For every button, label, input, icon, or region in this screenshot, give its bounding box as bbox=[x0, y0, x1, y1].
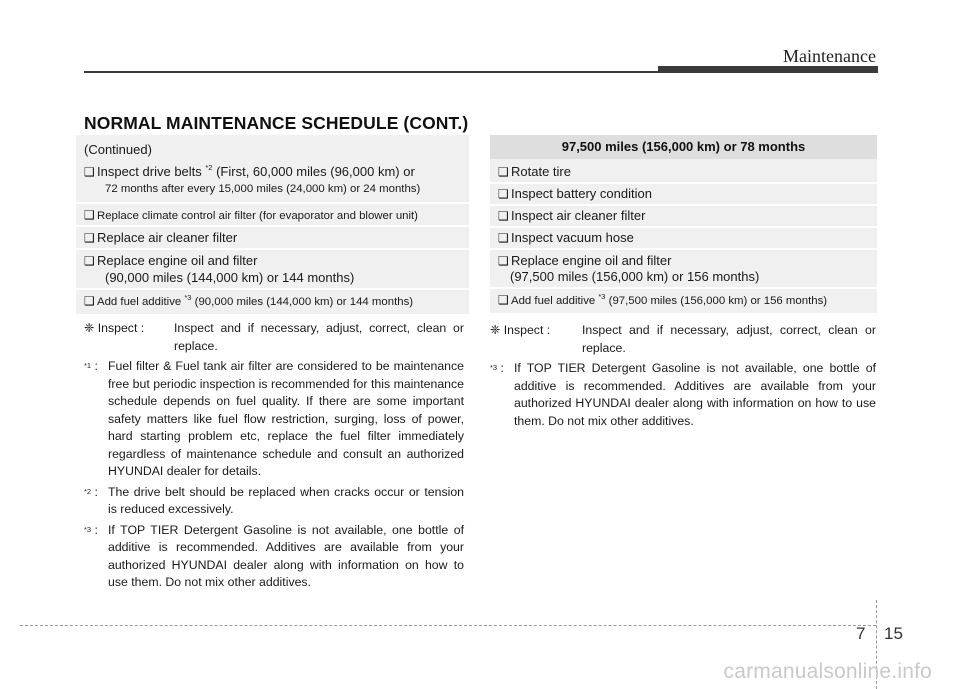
checkbox-icon: ❑ bbox=[498, 187, 509, 201]
footnote-3: $^{*3}$ : If TOP TIER Detergent Gasoline is not available, one bottle of additive is recommended. Additives are available from your authorized HYUNDAI dealer along with information on how to use them. Do not mix other additives. bbox=[490, 361, 876, 428]
checkbox-icon: ❑ bbox=[498, 254, 509, 268]
list-item: ❑ Replace engine oil and filter bbox=[84, 253, 258, 268]
checkbox-icon: ❑ bbox=[84, 231, 95, 245]
left-schedule-box bbox=[76, 135, 469, 314]
header-rule-thin bbox=[84, 71, 660, 73]
interval-heading: 97,500 miles (156,000 km) or 78 months bbox=[490, 135, 877, 159]
page-number: 15 bbox=[884, 624, 903, 643]
chapter-header-title: Maintenance bbox=[783, 46, 876, 66]
right-schedule-box bbox=[490, 135, 877, 313]
checkbox-icon: ❑ bbox=[498, 165, 509, 179]
right-footnotes bbox=[490, 322, 876, 430]
list-item-continuation: 72 months after every 15,000 miles (24,000 km) or 24 months) bbox=[105, 183, 421, 195]
chapter-number: 7 bbox=[856, 624, 866, 643]
inspect-note: ❈ Inspect : Inspect and if necessary, adjust, correct, clean or replace. bbox=[84, 321, 464, 353]
list-item: ❑ Rotate tire bbox=[498, 164, 571, 179]
checkbox-icon: ❑ bbox=[498, 209, 509, 223]
footnote-1: $^{*1}$ : Fuel filter & Fuel tank air filter are considered to be maintenance free but periodic inspection is recommended for this maintenance schedule depends on fuel quality. If there are some important safety matters like fuel flow restriction, surging, loss of power, hard starting problem etc, replace the fuel filter immediately regardless of maintenance schedule and consult an authorized HYUNDAI dealer for details. bbox=[84, 359, 464, 478]
left-footnotes bbox=[84, 320, 464, 592]
checkbox-icon: ❑ bbox=[84, 165, 95, 179]
list-item: ❑ Inspect battery condition bbox=[498, 186, 652, 201]
list-item: ❑ Replace climate control air filter (for evaporator and blower unit) bbox=[84, 208, 418, 222]
list-item: ❑ Replace engine oil and filter bbox=[498, 253, 672, 268]
section-title: NORMAL MAINTENANCE SCHEDULE (CONT.) bbox=[84, 113, 469, 133]
list-item-continuation: (90,000 miles (144,000 km) or 144 months) bbox=[105, 270, 355, 285]
checkbox-icon: ❑ bbox=[84, 208, 95, 222]
footnote-3: $^{*3}$ : If TOP TIER Detergent Gasoline is not available, one bottle of additive is recommended. Additives are available from your authorized HYUNDAI dealer along with information on how to use them. Do not mix other additives. bbox=[84, 522, 464, 589]
continued-label: (Continued) bbox=[84, 142, 152, 157]
inspect-note: ❈ Inspect : Inspect and if necessary, adjust, correct, clean or replace. bbox=[490, 323, 876, 355]
checkbox-icon: ❑ bbox=[498, 231, 509, 245]
list-item: ❑ Add fuel additive $^{*3}$ (97,500 miles (156,000 km) or 156 months) bbox=[498, 292, 828, 307]
checkbox-icon: ❑ bbox=[498, 293, 509, 307]
footnote-2: $^{*2}$ : The drive belt should be replaced when cracks occur or tension is reduced excessively. bbox=[84, 484, 464, 516]
watermark: carmanualsonline.info bbox=[723, 660, 932, 683]
list-item: ❑ Replace air cleaner filter bbox=[84, 230, 238, 245]
list-item: ❑ Inspect drive belts $^{*2}$ (First, 60,000 miles (96,000 km) or bbox=[84, 163, 415, 179]
checkbox-icon: ❑ bbox=[84, 254, 95, 268]
checkbox-icon: ❑ bbox=[84, 294, 95, 308]
list-item: ❑ Inspect vacuum hose bbox=[498, 230, 634, 245]
header-rule-thick bbox=[658, 66, 878, 73]
list-item-continuation: (97,500 miles (156,000 km) or 156 months) bbox=[510, 269, 760, 284]
list-item: ❑ Add fuel additive $^{*3}$ (90,000 miles (144,000 km) or 144 months) bbox=[84, 293, 414, 308]
footer-dashed-rule bbox=[20, 625, 876, 626]
list-item: ❑ Inspect air cleaner filter bbox=[498, 208, 646, 223]
